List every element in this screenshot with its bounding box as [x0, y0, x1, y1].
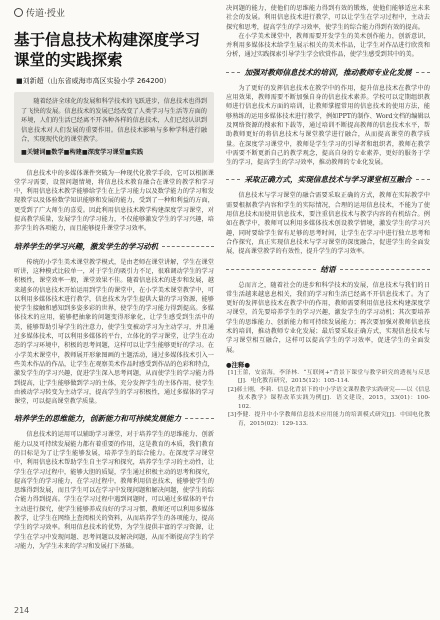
note-item: [1]王蕾，安富海，李泽林．“互联网+”背景下课堂与教学研究的透视与反思[J]．电化教育研究，2015(12)：105-114．	[228, 369, 430, 385]
circle-icon	[14, 8, 23, 17]
section3-paragraph: 为了更好的发挥信息技术在教学中的作用，提升信息技术在教学中的应用效果，教师需要不断加强自身的信息技术素养。学校可以定期组织教师进行信息技术方面的培训，让教师掌握常用的信息技术的使用方法，能够熟练的运用多媒体技术进行教学，例如PPT的制作、Word文档的编辑以及网络资源的搜索和下载等，通过培训不断提高教师的信息技术水平，帮助教师更好的将信息技术与课堂教学进行融合，从而提高课堂的教学质量。在深度学习课堂中，教师是学生学习的引导者和组织者，教师在教学中需要不断更新自己的教学观念，提高自身的专业素养，更好的服务于学生的学习，提高学生的学习效率，推动教师的专业化发展。	[226, 84, 430, 167]
conclusion-paragraph: 总而言之，随着社会的进步和科学技术的发展，信息技术与我们的日常生活越来越息息相关，我们的学习和生活已经离不开信息技术了。为了更好的发挥信息技术在教学中的作用，教师需要利用信息技术构建深度学习课堂，首先要培养学生的学习兴趣，激发学生的学习动机；其次要培养学生的思维能力、创新能力和可持续发展能力；再次要加强对教师信息技术的培训，推动教师专业化发展；最后要采取正确方式，实现信息技术与学习课堂相互融合，这样可以提高学生的学习效率，促进学生的全面发展。	[226, 281, 430, 354]
section-heading-2	[14, 413, 214, 424]
section-heading-3	[226, 67, 430, 78]
article-title: 基于信息技术构建深度学习课堂的实践探索	[14, 31, 201, 69]
section-heading-text: 培养学生的思维能力，创新能力和可持续发展能力	[14, 414, 182, 424]
section-divider	[226, 72, 240, 73]
column-tag-label: 传道·授业	[26, 9, 65, 19]
section-heading-5	[226, 264, 430, 275]
section-divider	[185, 418, 214, 419]
section-heading-text: 加强对教师信息技术的培训，推动教师专业化发展	[244, 67, 412, 77]
right-paragraph: 在小学美术课堂中，教师需要开发学生的美术创作能力，创新意识，并利用多媒体技术给学生展示相关的美术作品，让学生对作品进行欣赏和分析，通过实践探索引导学生学会欣赏作品，使学生感受到其中的美。	[226, 32, 430, 59]
section4-paragraph: 信息技术与学习课堂的融合需要采取正确的方式，教师在实际教学中需要根据教学内容和学生的实际情况，合理的运用信息技术，不能为了使用信息技术而使用信息技术，要注重信息技术与教学内容的有机结合。例如在教学中，教师可以利用多媒体技术创设教学情境，激发学生的学习兴趣，同时要给学生留有足够的思考时间，让学生在学习中进行独立思考和合作探究，真正实现信息技术与学习课堂的深度融合，促进学生的全面发展，提高课堂教学的有效性，提升学生的学习效率。	[226, 192, 430, 256]
section-heading-1	[14, 241, 214, 252]
section-divider	[340, 269, 430, 270]
intro-section	[14, 169, 214, 234]
section-divider	[416, 72, 430, 73]
column-tag	[14, 6, 65, 19]
section-heading-4	[226, 174, 430, 185]
left-column	[14, 24, 214, 551]
notes-label: ●注释●	[226, 360, 250, 369]
section-divider	[226, 269, 316, 270]
intro-paragraph: 信息技术中的多媒体课件突破为一种现代化教学手段，它可以根据课堂学习需要，设置问题情境，将信息技术教育融合在课堂的教学和学习中，利用信息技术教学能够给学生在上学习能力以及数学能力的学习和发现教学以及体验数学知识能够和发展的能力，受到了一种和利益的方面，更受到了广大师生的喜爱。因此利用信息技术教学构建深度学习课堂，对提高教学质量，发展学生的学习能力，不仅能够激发学生的学习兴趣，培养学生的各项能力，而且能够提升课堂学习效率。	[14, 169, 214, 233]
section-heading-text: 采取正确方式，实现信息技术与学习课堂相互融合	[244, 175, 412, 185]
note-item: [2]郝士刚，李莉．信息化背景下的中小学语文课程教学实践研究——以《信息技术教学》课程改革实践为例[J]．语文建设，2015，33(01)：100-102．	[228, 386, 430, 410]
abstract-box	[14, 92, 214, 163]
section1-paragraph: 传统的小学生美术课堂教学模式，是由老师在课堂讲解，学生在课堂听讲，这种模式比较单一，对于学生的吸引力不足，很难调动学生的学习积极性，课堂效率一般，课堂效果不佳。随着信息技术的进步和发展，越来越多的信息技术开始运用到学生的课堂中，在小学美术课堂教学中，可以利用多媒体技术进行教学，信息技术为学生提供大量的学习资源，能够使学生接触和感知到多姿多彩的世界，使学生的学习能力得到提高。多媒体技术的应用，能够把抽象的问题变得形象化，让学生感受到生活中的美，能够帮助引导学生的注意力，使学生变被动学习为主动学习，并且通过多媒体技术，可以利用多媒体的平台，立体化的学习课堂，让学生在动态的学习环境中，积极的思考问题，这样可以让学生能够更好的学习。在小学美术课堂中，教师展开形象图画的主题活动，通过多媒体技术引入一些美术作品的作品，让学生在观察美术作品时感受到作品的色彩和特点，激发学生的学习兴趣，促进学生深入思考问题，从而使学生的学习能力得到提高，让学生能够做到学习的主体，充分发挥学生的主体作用，使学生由被动学习转变为主动学习，提高学生的学习积极性，通过多媒体的学习课堂，可以提高课堂教学质量。	[14, 258, 214, 406]
section2-paragraph: 信息技术的运用可以辅助学习课堂，对于培养学生的思维能力、创新能力以及可持续发展能力都有着重要的作用，这是教育的本质，我们教育的目标是为了让学生能够发展，培养学生的综合能力。在深度学习课堂中，利用信息技术帮助学生自主学习和探究，培养学生学习的主动性，让学生在学习过程中，能够大胆的质疑，学生通过积极主动的思考和探究，提高学生的学习能力，在学习过程中，教师利用信息技术，能够使学生的思维得到发展，而且学生可以在学习中发现问题和解决问题，使学生的综合能力得到提高。学生在学习过程中遇到问题时，可以通过多媒体的平台主动进行探究，使学生能够养成良好的学习习惯，教师还可以利用多媒体教学，让学生在网络上查阅相关的资料，从而培养学生的各项能力，提高学生的学习效率。利用信息技术的优势，为学生提供丰富的学习资源，让学生在学习中发现问题、思考问题以及解决问题，从而不断提高学生的学习能力，为学生未来的学习和发展打下基础。	[14, 431, 214, 550]
section-heading-text: 结语	[320, 264, 336, 274]
section-heading-text: 培养学生的学习兴趣，激发学生的学习动机	[14, 241, 159, 251]
keywords: ■关键词■数学■构建■深度学习课堂■实践	[21, 148, 144, 156]
author-line: ■刘新超（山东省威海市高区实验小学 264200）	[16, 77, 171, 85]
continued-paragraph: 决问题的能力，使他们的思维能力得到有效的锻炼，使他们能够适应未来社会的发展。利用信息技术进行教学，可以让学生在学习过程中，主动去探究和思考，提高学生的学习效率，使学生的综合能力得到有效的提高。	[226, 5, 430, 31]
abstract-text: 随着经济全球化的发展和科学技术的飞跃进步，信息技术也得到了飞快的发展。信息技术的发展已经改变了人类学习与生活等方面的环境，人们的生活已经离不开各种各样的信息技术，人们已经认识到信息技术对人们发展的重要作用。信息技术影响与多种学科进行融合，实现现代化的课堂教学。	[21, 98, 207, 144]
section-divider	[162, 246, 214, 247]
note-item: [3]李健．提升中小学教师信息技术应用能力的培训模式研究[J]．中国电化教育，2015(02)：129-133．	[228, 412, 430, 427]
page-number: 214	[14, 606, 30, 615]
section-divider	[416, 179, 430, 180]
section-divider	[226, 179, 240, 180]
right-column	[226, 4, 430, 428]
